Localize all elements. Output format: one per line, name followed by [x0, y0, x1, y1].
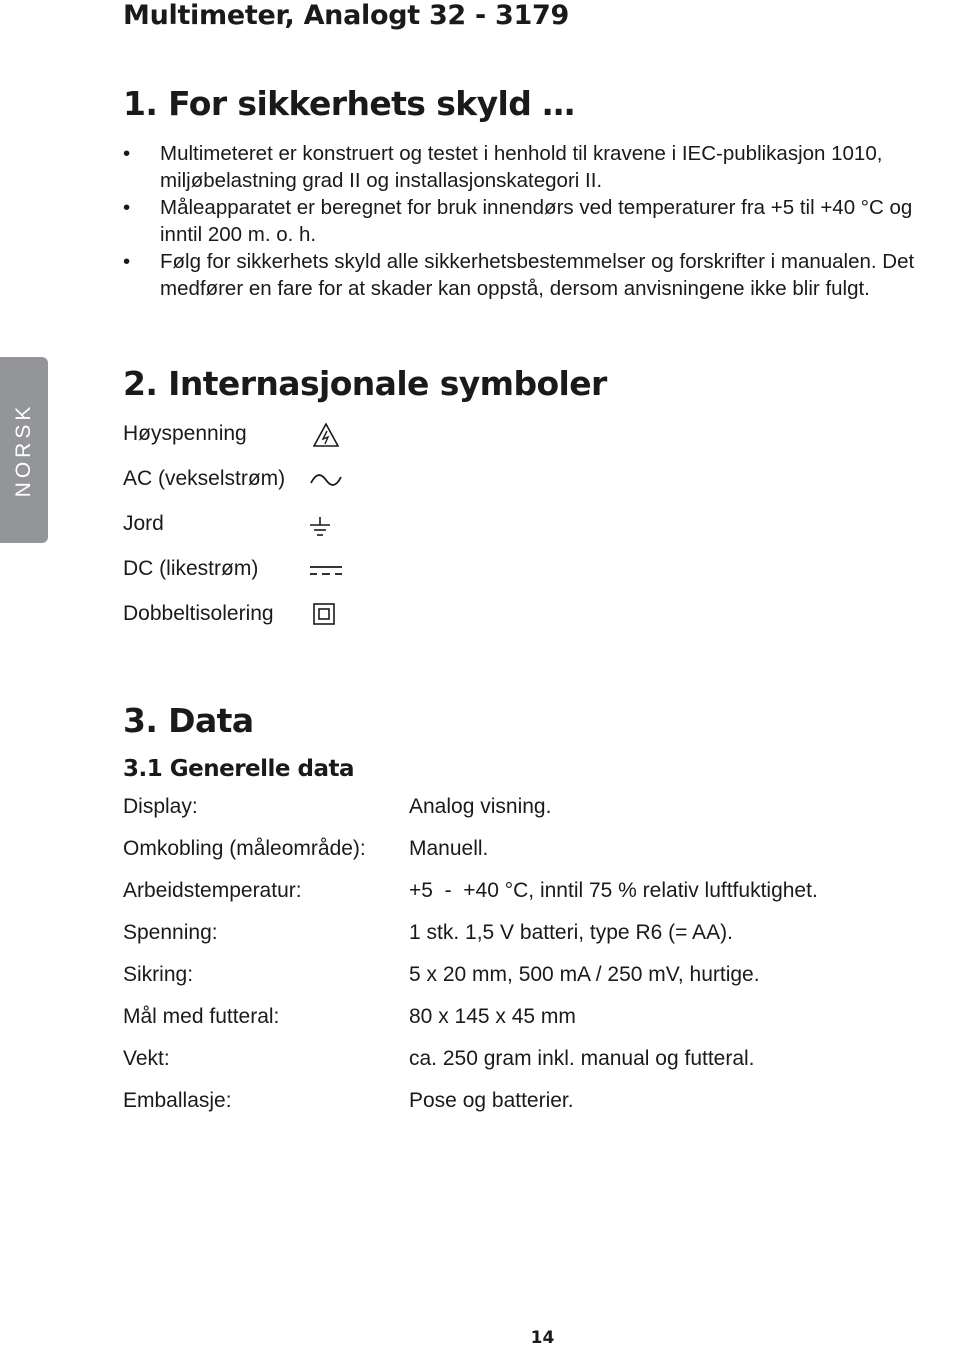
bullet-icon: •	[123, 196, 131, 219]
data-label: Emballasje:	[123, 1089, 232, 1112]
data-value: 80 x 145 x 45 mm	[409, 1005, 576, 1028]
symbol-label: Jord	[123, 512, 164, 535]
list-item	[123, 248, 943, 302]
symbol-label: AC (vekselstrøm)	[123, 467, 286, 490]
list-item	[123, 140, 943, 194]
data-value: Manuell.	[409, 837, 489, 860]
language-side-tab	[0, 357, 48, 543]
symbol-row-ground	[123, 512, 164, 536]
data-label: Arbeidstemperatur:	[123, 879, 302, 902]
bullet-text: Følg for sikkerhets skyld alle sikkerhetsbestemmelser og forskrifter i manualen. Det medfører en fare for at skader kan oppstå, dersom anvisningene ikke blir fulgt.	[160, 250, 915, 300]
section-1-heading: 1. For sikkerhets skyld …	[123, 84, 575, 123]
symbol-label: DC (likestrøm)	[123, 557, 259, 580]
list-item	[123, 194, 943, 248]
double-insulation-icon	[313, 603, 335, 625]
data-value: 5 x 20 mm, 500 mA / 250 mV, hurtige.	[409, 963, 760, 986]
data-label: Display:	[123, 795, 198, 818]
data-value: +5 - +40 °C, inntil 75 % relativ luftfuktighet.	[409, 879, 818, 902]
bullet-icon: •	[123, 142, 131, 165]
document-title: Multimeter, Analogt 32 - 3179	[123, 0, 569, 31]
data-value: ca. 250 gram inkl. manual og futteral.	[409, 1047, 755, 1070]
bullet-text: Multimeteret er konstruert og testet i henhold til kravene i IEC-publikasjon 1010, miljøbelastning grad II og installasjonskategori II.	[160, 142, 883, 192]
side-tab-label: NORSK	[12, 402, 35, 498]
section-3-heading: 3. Data	[123, 701, 254, 740]
ground-icon	[308, 509, 332, 537]
data-value: Pose og batterier.	[409, 1089, 574, 1112]
symbol-label: Høyspenning	[123, 422, 247, 445]
data-label: Spenning:	[123, 921, 218, 944]
ac-wave-icon	[309, 472, 343, 488]
bullet-icon: •	[123, 250, 131, 273]
bullet-text: Måleapparatet er beregnet for bruk innendørs ved temperaturer fra +5 til +40 °C og inntil 200 m. o. h.	[160, 196, 913, 246]
data-label: Sikring:	[123, 963, 194, 986]
safety-bullet-list	[123, 140, 943, 302]
page-number: 14	[530, 1328, 555, 1348]
section-3-1-heading: 3.1 Generelle data	[123, 756, 355, 782]
dc-icon	[309, 564, 343, 578]
high-voltage-icon	[313, 423, 339, 447]
symbol-row-double-insulation	[123, 602, 274, 626]
symbol-row-dc	[123, 557, 258, 581]
data-label: Mål med futteral:	[123, 1005, 280, 1028]
symbol-row-high-voltage	[123, 422, 247, 446]
data-value: 1 stk. 1,5 V batteri, type R6 (= AA).	[409, 921, 733, 944]
section-2-heading: 2. Internasjonale symboler	[123, 364, 607, 403]
data-label: Vekt:	[123, 1047, 170, 1070]
symbol-label: Dobbeltisolering	[123, 602, 274, 625]
data-label: Omkobling (måleområde):	[123, 837, 366, 860]
symbol-row-ac	[123, 467, 285, 491]
data-value: Analog visning.	[409, 795, 552, 818]
